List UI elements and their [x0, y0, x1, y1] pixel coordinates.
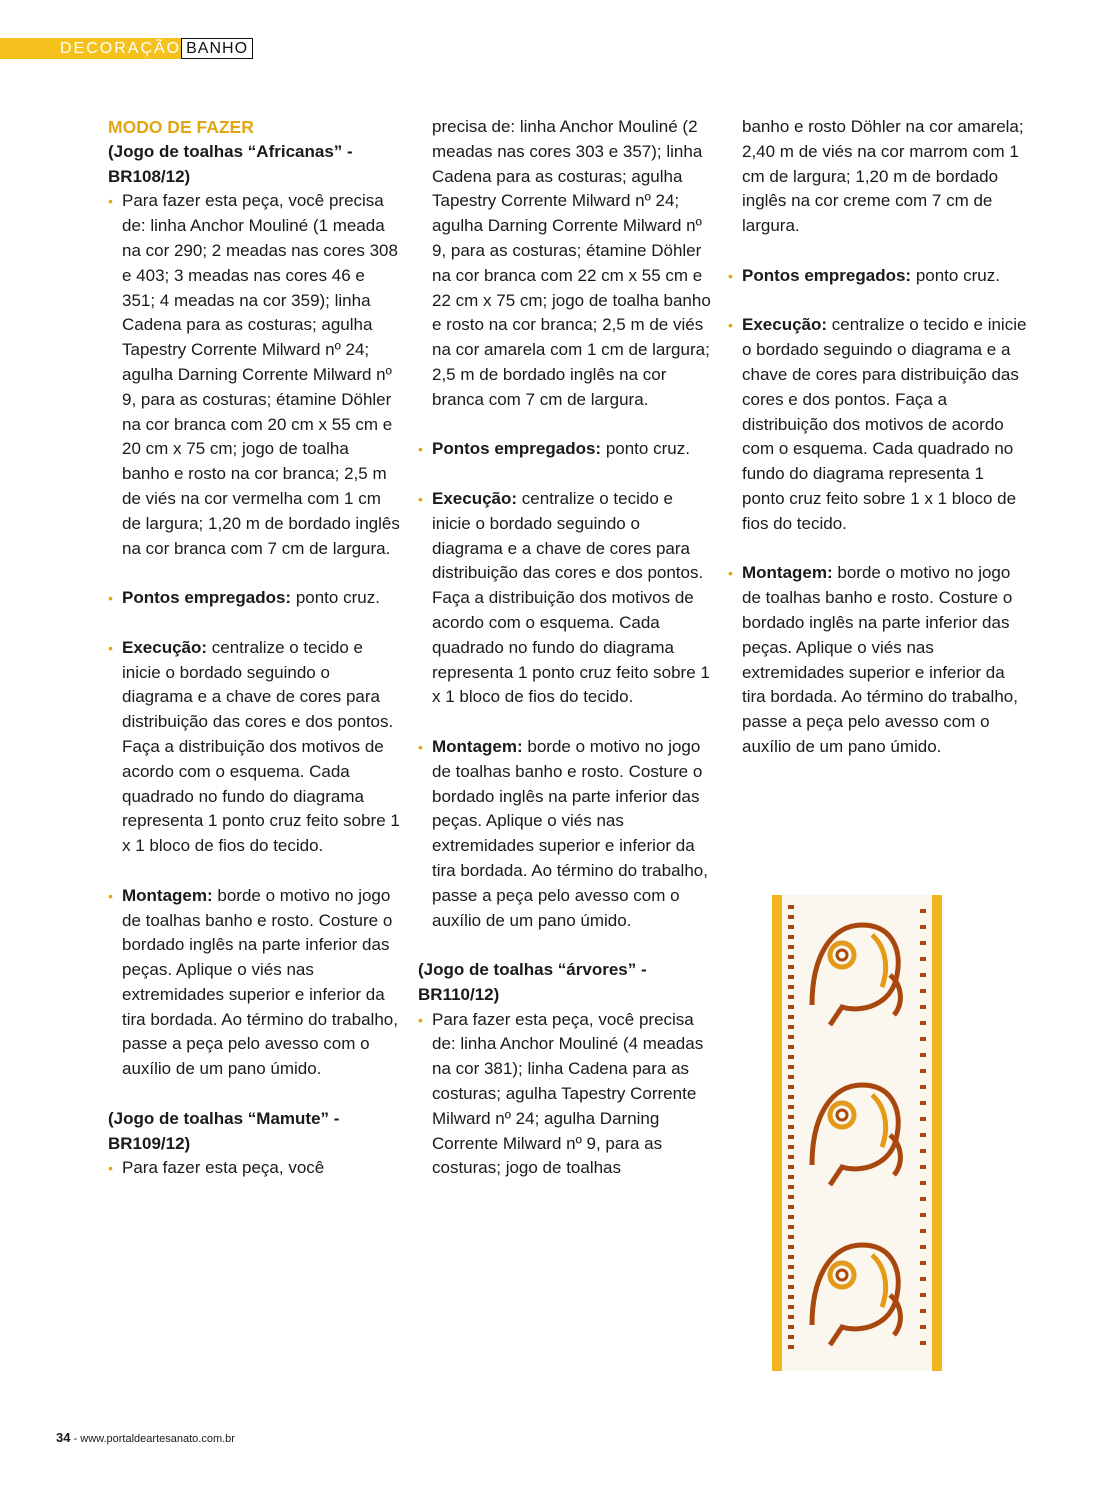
- assembly-text: borde o motivo no jogo de toalhas banho e rosto. Costure o bordado inglês na parte inferior das peças. Aplique o viés nas extremidades superior e inferior da tira bordada. Ao término do trabalho, passe a peça pelo avesso com o auxílio de um pano úmido.: [742, 563, 1018, 756]
- page-footer: [56, 1430, 235, 1445]
- assembly-text: borde o motivo no jogo de toalhas banho e rosto. Costure o bordado inglês na parte inferior das peças. Aplique o viés nas extremidades superior e inferior da tira bordada. Ao término do trabalho, passe a peça pelo avesso com o auxílio de um pano úmido.: [432, 736, 708, 930]
- materials-paragraph: [108, 1156, 400, 1181]
- execution-label: Execução:: [432, 488, 518, 508]
- execution-text: centralize o tecido e inicie o bordado seguindo o diagrama e a chave de cores para distribuição das cores e dos pontos. Faça a distribuição dos motivos de acordo com o esquema. Cada quadrado no fundo do diagrama representa 1 ponto cruz feito sobre 1 x 1 bloco de fios do tecido.: [432, 488, 710, 707]
- instructions-heading: MODO DE FAZER: [108, 117, 254, 137]
- bullet-icon: •: [108, 193, 113, 210]
- stitches-paragraph: [728, 264, 1028, 289]
- execution-label: Execução:: [742, 315, 828, 335]
- footer-separator: -: [70, 1433, 81, 1445]
- stitches-label: Pontos empregados:: [742, 265, 912, 285]
- stitches-paragraph: [108, 586, 400, 611]
- execution-paragraph: [418, 487, 714, 710]
- bullet-icon: •: [728, 565, 733, 582]
- stitches-label: Pontos empregados:: [122, 588, 292, 608]
- section-header: [0, 38, 253, 59]
- materials-text: Para fazer esta peça, você precisa de: linha Anchor Mouliné (4 meadas na cor 381); linha Cadena para as costuras; agulha Tapestry Corrente Milward nº 24; agulha Darning Corrente Milward nº 9, para as costuras; jogo de toalhas: [432, 1009, 704, 1178]
- assembly-paragraph: [728, 561, 1028, 759]
- set-title-arvores: (Jogo de toalhas “árvores” - BR110/12): [418, 960, 647, 1004]
- stitches-text: ponto cruz.: [911, 265, 1000, 285]
- execution-paragraph: [108, 636, 400, 859]
- bullet-icon: •: [728, 267, 733, 284]
- text-column-2: [418, 115, 714, 1181]
- bullet-icon: •: [418, 441, 423, 458]
- bullet-icon: •: [108, 1160, 113, 1177]
- section-label: DECORAÇÃO: [0, 38, 181, 59]
- assembly-text: borde o motivo no jogo de toalhas banho e rosto. Costure o bordado inglês na parte inferior das peças. Aplique o viés nas extremidades superior e inferior da tira bordada. Ao término do trabalho, passe a peça pelo avesso com o auxílio de um pano úmido.: [122, 885, 398, 1079]
- stitches-text: ponto cruz.: [601, 439, 690, 459]
- stitches-label: Pontos empregados:: [432, 439, 602, 459]
- bullet-icon: •: [418, 490, 423, 507]
- set-title-mamute: (Jogo de toalhas “Mamute” - BR109/12): [108, 1108, 340, 1153]
- text-column-3: [728, 115, 1028, 760]
- materials-paragraph: [108, 189, 400, 561]
- assembly-paragraph: [418, 735, 714, 933]
- bullet-icon: •: [418, 738, 423, 755]
- bullet-icon: •: [108, 590, 113, 607]
- execution-paragraph: [728, 313, 1028, 536]
- text-column-1: [108, 115, 400, 1181]
- materials-continued: banho e rosto Döhler na cor amarela; 2,40 m de viés na cor marrom com 1 cm de largura; 1,20 m de bordado inglês na cor creme com 7 cm de largura.: [742, 117, 1024, 236]
- execution-text: centralize o tecido e inicie o bordado seguindo o diagrama e a chave de cores para distribuição das cores e dos pontos. Faça a distribuição dos motivos de acordo com o esquema. Cada quadrado no fundo do diagrama representa 1 ponto cruz feito sobre 1 x 1 bloco de fios do tecido.: [742, 315, 1027, 533]
- materials-text: Para fazer esta peça, você: [122, 1158, 325, 1178]
- set-title-africanas: (Jogo de toalhas “Africanas” - BR108/12): [108, 141, 353, 186]
- materials-text: Para fazer esta peça, você precisa de: linha Anchor Mouliné (1 meada na cor 290; 2 meadas nas cores 308 e 403; 3 meadas nas cores 46 e 351; 4 meadas na cor 359); linha Cadena para as costuras; agulha Tapestry Corrente Milward nº 24; agulha Darning Corrente Milward nº 9, para as costuras; étamine Döhler na cor branca com 20 cm x 55 cm e 20 cm x 75 cm; jogo de toalha banho e rosto na cor branca; 2,5 m de viés na cor vermelha com 1 cm de largura; 1,20 m de bordado inglês na cor branca com 7 cm de largura.: [122, 191, 400, 558]
- bullet-icon: •: [108, 887, 113, 904]
- embroidered-towel-photo: [772, 895, 942, 1371]
- execution-label: Execução:: [122, 637, 208, 657]
- bullet-icon: •: [418, 1011, 423, 1028]
- bullet-icon: •: [728, 317, 733, 334]
- topic-label: BANHO: [181, 38, 253, 59]
- materials-paragraph: [418, 1008, 714, 1182]
- footer-url: www.portaldeartesanato.com.br: [80, 1433, 235, 1445]
- assembly-paragraph: [108, 884, 400, 1082]
- stitches-paragraph: [418, 437, 714, 462]
- execution-text: centralize o tecido e inicie o bordado seguindo o diagrama e a chave de cores para distribuição das cores e dos pontos. Faça a distribuição dos motivos de acordo com o esquema. Cada quadrado no fundo do diagrama representa 1 ponto cruz feito sobre 1 x 1 bloco de fios do tecido.: [122, 637, 400, 856]
- bullet-icon: •: [108, 639, 113, 656]
- assembly-label: Montagem:: [742, 563, 833, 583]
- assembly-label: Montagem:: [432, 736, 523, 756]
- materials-continued: precisa de: linha Anchor Mouliné (2 meadas nas cores 303 e 357); linha Cadena para as costuras; agulha Tapestry Corrente Milward nº 24; agulha Darning Corrente Milward nº 9, para as costuras; étamine Döhler na cor branca com 22 cm x 55 cm e 22 cm x 75 cm; jogo de toalha banho e rosto na cor branca; 2,5 m de viés na cor amarela com 1 cm de largura; 2,5 m de bordado inglês na cor branca com 7 cm de largura.: [432, 117, 711, 409]
- assembly-label: Montagem:: [122, 885, 213, 905]
- page-number: 34: [56, 1430, 71, 1445]
- stitches-text: ponto cruz.: [291, 588, 380, 608]
